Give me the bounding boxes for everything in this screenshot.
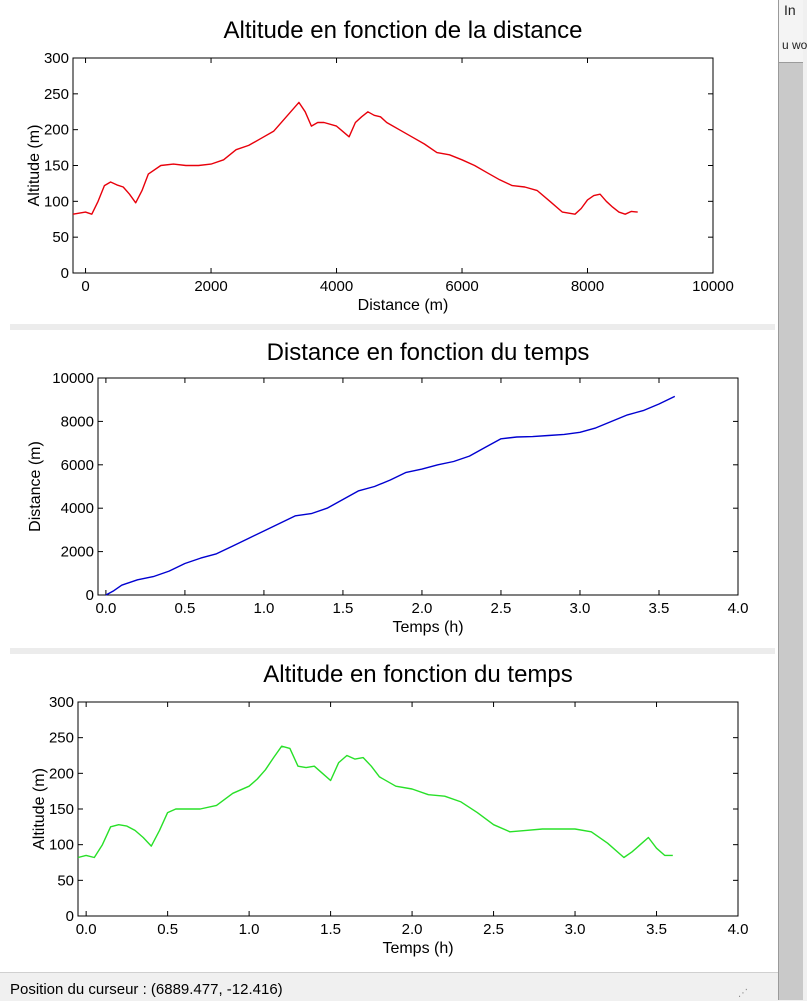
x-tick-label: 4.0 [727, 921, 749, 938]
y-tick-label: 2000 [60, 543, 94, 561]
y-axis-label: Distance (m) [27, 441, 44, 532]
x-tick-label: 2.5 [490, 600, 512, 617]
y-tick-label: 50 [57, 872, 74, 890]
y-tick-label: 0 [60, 265, 69, 282]
chart-panel-altitude-distance [10, 2, 775, 324]
y-tick-label: 150 [43, 157, 69, 175]
x-tick-label: 3.0 [564, 921, 586, 938]
x-tick-label: 0 [81, 278, 90, 295]
y-tick-label: 300 [43, 50, 69, 67]
y-tick-label: 0 [65, 908, 74, 925]
x-tick-label: 0.0 [75, 921, 97, 938]
y-tick-label: 150 [48, 801, 74, 818]
x-tick-label: 8000 [570, 278, 605, 295]
x-axis-label: Distance (m) [357, 297, 449, 314]
plot-area [73, 58, 713, 273]
chart-panel-distance-time [10, 330, 775, 648]
chart-altitude-time[interactable] [10, 654, 775, 970]
y-tick-label: 8000 [60, 413, 94, 431]
y-tick-label: 300 [48, 694, 74, 711]
x-tick-label: 3.5 [646, 921, 667, 938]
y-tick-label: 250 [48, 729, 74, 747]
x-tick-label: 10000 [692, 278, 734, 295]
y-tick-label: 6000 [60, 456, 94, 474]
x-tick-label: 3.5 [648, 600, 670, 617]
y-tick-label: 0 [85, 587, 94, 604]
x-tick-label: 0.5 [157, 921, 179, 938]
x-tick-label: 1.0 [253, 600, 275, 617]
y-tick-label: 200 [48, 765, 74, 783]
x-tick-label: 0.0 [95, 600, 117, 617]
x-tick-label: 1.5 [332, 600, 354, 617]
y-tick-label: 100 [43, 193, 69, 211]
y-tick-label: 100 [48, 836, 74, 854]
chart-title: Distance en fonction du temps [266, 339, 590, 366]
background-window-text: u wo [782, 38, 807, 52]
chart-title: Altitude en fonction de la distance [223, 17, 583, 44]
background-window-text: In [784, 2, 796, 18]
chart-panel-altitude-time [10, 654, 775, 970]
x-tick-label: 1.5 [320, 921, 342, 938]
y-tick-label: 250 [43, 85, 69, 103]
status-bar [0, 972, 778, 1001]
y-tick-label: 10000 [52, 370, 94, 387]
x-tick-label: 0.5 [174, 600, 196, 617]
x-tick-label: 2.5 [483, 921, 504, 938]
x-tick-label: 4000 [319, 278, 354, 295]
x-axis-label: Temps (h) [382, 940, 454, 957]
x-tick-label: 4.0 [727, 600, 749, 617]
y-axis-label: Altitude (m) [31, 768, 48, 850]
resize-grip-icon[interactable]: ⋰ [738, 988, 748, 999]
x-tick-label: 3.0 [569, 600, 591, 617]
background-window [778, 0, 807, 1000]
y-axis-label: Altitude (m) [26, 124, 43, 207]
x-tick-label: 2.0 [401, 921, 423, 938]
chart-title: Altitude en fonction du temps [263, 661, 573, 688]
x-tick-label: 2000 [194, 278, 228, 295]
chart-altitude-distance[interactable] [10, 2, 775, 324]
cursor-position-label: Position du curseur : (6889.477, -12.416) [10, 981, 283, 998]
x-tick-label: 2.0 [411, 600, 433, 617]
x-tick-label: 1.0 [238, 921, 260, 938]
y-tick-label: 200 [43, 121, 69, 139]
y-tick-label: 4000 [60, 500, 94, 518]
x-axis-label: Temps (h) [392, 619, 464, 636]
x-tick-label: 6000 [445, 278, 479, 295]
y-tick-label: 50 [52, 229, 69, 247]
chart-distance-time[interactable] [10, 330, 775, 648]
